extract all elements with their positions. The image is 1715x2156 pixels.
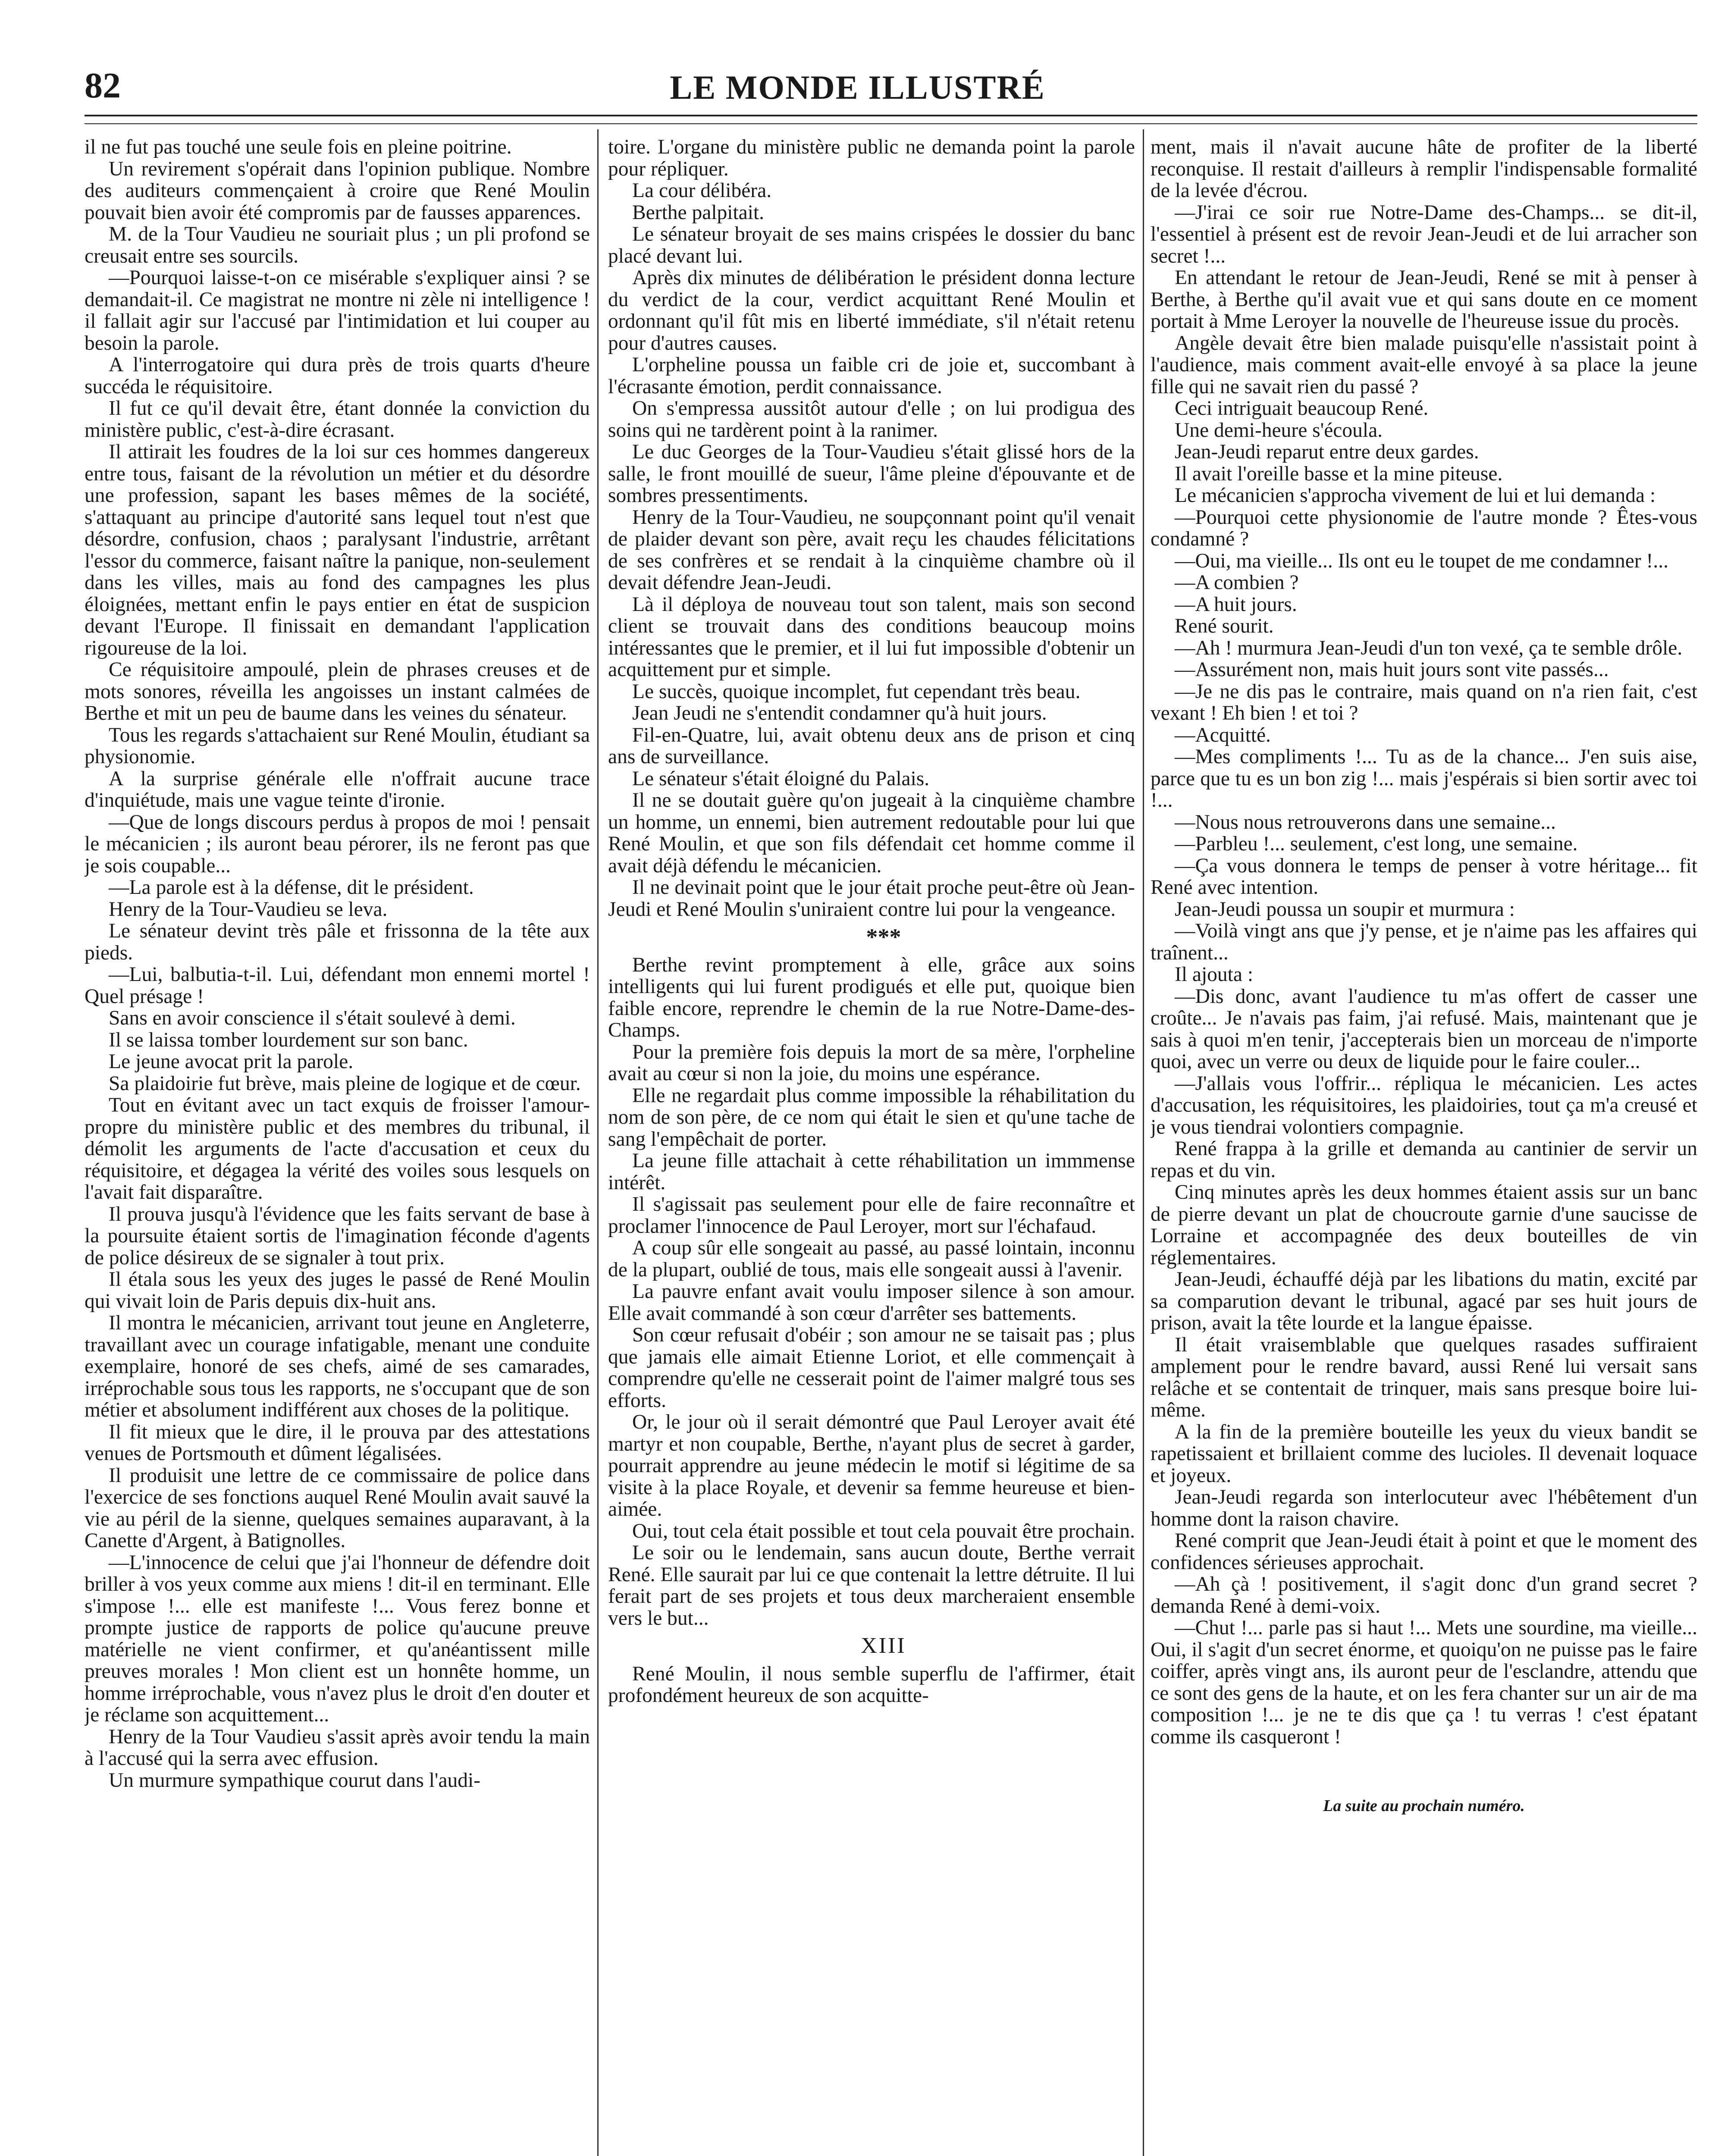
article-column-2 <box>608 136 1135 2156</box>
paragraph: Le soir ou le lendemain, sans aucun doute, Berthe verrait René. Elle saurait par lui ce que contenait la lettre détruite. Il lui ferait part de ses projets et tous deux marcheraient ensemble vers le but... <box>608 1542 1135 1630</box>
paragraph: Le sénateur broyait de ses mains crispées le dossier du banc placé devant lui. <box>608 223 1135 267</box>
paragraph: Henry de la Tour-Vaudieu se leva. <box>109 898 388 921</box>
paragraph: Il s'agissait pas seulement pour elle de faire reconnaître et proclamer l'innocence de Paul Leroyer, mort sur l'échafaud. <box>608 1193 1135 1238</box>
paragraph: —Pourquoi laisse-t-on ce misérable s'expliquer ainsi ? se demandait-il. Ce magistrat ne montre ni zèle ni intelligence ! il fallait agir sur l'accusé par l'intimidation et lui couper au besoin la parole. <box>85 266 590 354</box>
paragraph: Il ne devinait point que le jour était proche peut-être où Jean-Jeudi et René Moulin s'uniraient contre lui pour la vengeance. <box>608 876 1135 921</box>
paragraph: La jeune fille attachait à cette réhabilitation un immmense intérêt. <box>608 1150 1135 1194</box>
paragraph: il ne fut pas touché une seule fois en pleine poitrine. <box>85 136 512 158</box>
paragraph: René sourit. <box>1175 615 1274 637</box>
paragraph: —Mes compliments !... Tu as de la chance... J'en suis aise, parce que tu es un bon zig !... mais j'espérais si bien sortir avec toi !... <box>1151 746 1697 812</box>
paragraph: —La parole est à la défense, dit le président. <box>109 876 474 899</box>
paragraph: M. de la Tour Vaudieu ne souriait plus ; un pli profond se creusait entre ses sourcils. <box>85 223 590 267</box>
paragraph: Le sénateur devint très pâle et frissonna de la tête aux pieds. <box>85 920 590 964</box>
paragraph: Il prouva jusqu'à l'évidence que les faits servant de base à la poursuite étaient sortis de l'imagination féconde d'agents de police désireux de se signaler à tout prix. <box>85 1203 590 1269</box>
paragraph: Henry de la Tour Vaudieu s'assit après avoir tendu la main à l'accusé qui la serra avec effusion. <box>85 1725 590 1770</box>
paragraph: Le jeune avocat prit la parole. <box>109 1050 354 1073</box>
page-number: 82 <box>85 66 121 106</box>
paragraph: A la surprise générale elle n'offrait aucune trace d'inquiétude, mais une vague teinte d'ironie. <box>85 767 590 812</box>
paragraph: —Dis donc, avant l'audience tu m'as offert de casser une croûte... Je n'avais pas faim, j'ai refusé. Mais, maintenant que je sais à quoi m'en tenir, j'accepterais bien un morceau de n'importe quoi, avec un verre ou deux de liquide pour le faire couler... <box>1151 985 1697 1073</box>
paragraph: Le sénateur s'était éloigné du Palais. <box>632 767 930 790</box>
paragraph: Son cœur refusait d'obéir ; son amour ne se taisait pas ; plus que jamais elle aimait Etienne Loriot, et elle commençait à comprendre qu'elle ne cesserait point de l'aimer malgré tous ses efforts. <box>608 1324 1135 1412</box>
paragraph: toire. L'organe du ministère public ne demanda point la parole pour répliquer. <box>608 136 1135 180</box>
paragraph: Sans en avoir conscience il s'était soulevé à demi. <box>109 1007 516 1029</box>
paragraph: Il ajouta : <box>1175 963 1254 986</box>
paragraph: Ce réquisitoire ampoulé, plein de phrases creuses et de mots sonores, réveilla les angoisses un instant calmées de Berthe et mit un peu de baume dans les veines du sénateur. <box>85 658 590 724</box>
paragraph: Il était vraisemblable que quelques rasades suffiraient amplement pour le rendre bavard, aussi René lui versait sans relâche et se contentait de trinquer, mais sans presque boire lui-même. <box>1151 1333 1697 1421</box>
paragraph: Il se laissa tomber lourdement sur son banc. <box>109 1028 468 1051</box>
paragraph: —Oui, ma vieille... Ils ont eu le toupet de me condamner !... <box>1175 549 1668 572</box>
header-rule <box>85 115 1697 116</box>
masthead-title: LE MONDE ILLUSTRÉ <box>670 69 1045 106</box>
paragraph: —Ah ! murmura Jean-Jeudi d'un ton vexé, ça te semble drôle. <box>1175 636 1683 659</box>
paragraph: Il avait l'oreille basse et la mine piteuse. <box>1175 462 1503 485</box>
paragraph: —J'irai ce soir rue Notre-Dame des-Champs... se dit-il, l'essentiel à présent est de revoir Jean-Jeudi et de lui arracher son secret !... <box>1151 201 1697 267</box>
paragraph: Jean-Jeudi regarda son interlocuteur avec l'hébêtement d'un homme dont la raison chavire. <box>1151 1486 1697 1530</box>
paragraph: Oui, tout cela était possible et tout cela pouvait être prochain. <box>632 1520 1135 1542</box>
paragraph: Angèle devait être bien malade puisqu'elle n'assistait point à l'audience, mais comment avait-elle envoyé à sa place la jeune fille qui ne savait rien du passé ? <box>1151 332 1697 398</box>
paragraph: Il fut ce qu'il devait être, étant donnée la conviction du ministère public, c'est-à-dire écrasant. <box>85 397 590 442</box>
paragraph: Jean-Jeudi, échauffé déjà par les libations du matin, excité par sa comparution devant le tribunal, agacé par ses huit jours de prison, avait la tête lourde et la langue épaisse. <box>1151 1268 1697 1334</box>
paragraph: Après dix minutes de délibération le président donna lecture du verdict de la cour, verdict acquittant René Moulin et ordonnant qu'il fût mis en liberté immédiate, s'il n'était retenu pour d'autres causes. <box>608 266 1135 354</box>
paragraph: ment, mais il n'avait aucune hâte de profiter de la liberté reconquise. Il restait d'ailleurs à remplir l'indispensable formalité de la levée d'écrou. <box>1151 136 1697 202</box>
header-rule-thin <box>85 123 1697 124</box>
paragraph: Le succès, quoique incomplet, fut cependant très beau. <box>632 680 1081 703</box>
paragraph: Or, le jour où il serait démontré que Paul Leroyer avait été martyr et non coupable, Berthe, n'ayant plus de secret à garder, pourrait apprendre au jeune médecin le motif si légitime de sa visite à la place Royale, et devenir sa femme heureuse et bien-aimée. <box>608 1411 1135 1520</box>
paragraph: Jean Jeudi ne s'entendit condamner qu'à huit jours. <box>632 702 1047 724</box>
paragraph: L'orpheline poussa un faible cri de joie et, succombant à l'écrasante émotion, perdit connaissance. <box>608 354 1135 398</box>
paragraph: —Parbleu !... seulement, c'est long, une semaine. <box>1175 833 1578 855</box>
paragraph: René frappa à la grille et demanda au cantinier de servir un repas et du vin. <box>1151 1138 1697 1182</box>
paragraph: —Je ne dis pas le contraire, mais quand on n'a rien fait, c'est vexant ! Eh bien ! et toi ? <box>1151 680 1697 724</box>
paragraph: —Lui, balbutia-t-il. Lui, défendant mon ennemi mortel ! Quel présage ! <box>85 963 590 1008</box>
paragraph: Jean-Jeudi poussa un soupir et murmura : <box>1175 898 1515 921</box>
paragraph: Jean-Jeudi reparut entre deux gardes. <box>1175 441 1479 463</box>
paragraph: Le duc Georges de la Tour-Vaudieu s'était glissé hors de la salle, le front mouillé de sueur, l'âme pleine d'épouvante et de sombres pressentiments. <box>608 441 1135 507</box>
paragraph: Il montra le mécanicien, arrivant tout jeune en Angleterre, travaillant avec un courage infatigable, menant une conduite exemplaire, honoré de ses chefs, aimé de ses camarades, irréprochable sous tous les rapports, ne s'occupant que de son métier et absolument indifférent aux choses de la politique. <box>85 1312 590 1421</box>
paragraph: —A combien ? <box>1175 571 1299 594</box>
paragraph: Tout en évitant avec un tact exquis de froisser l'amour-propre du ministère public et des membres du tribunal, il démolit les arguments de l'acte d'accusation et ceux du réquisitoire, et dégagea la vérité des voiles sous lesquels on l'avait fait disparaître. <box>85 1094 590 1203</box>
article-column-3 <box>1151 136 1697 2156</box>
paragraph: Le mécanicien s'approcha vivement de lui et lui demanda : <box>1175 484 1656 507</box>
paragraph: —Que de longs discours perdus à propos de moi ! pensait le mécanicien ; ils auront beau pérorer, ils ne feront pas que je sois coupable... <box>85 811 590 877</box>
continued-note: La suite au prochain numéro. <box>1323 1797 1525 1815</box>
paragraph: Il étala sous les yeux des juges le passé de René Moulin qui vivait loin de Paris depuis dix-huit ans. <box>85 1268 590 1313</box>
paragraph: René Moulin, il nous semble superflu de l'affirmer, était profondément heureux de son acquitte- <box>608 1662 1135 1707</box>
paragraph: Un revirement s'opérait dans l'opinion publique. Nombre des auditeurs commençaient à croire que René Moulin pouvait bien avoir été compromis par de fausses apparences. <box>85 157 590 224</box>
paragraph: —J'allais vous l'offrir... répliqua le mécanicien. Les actes d'accusation, les réquisitoires, les plaidoiries, tout ça m'a creusé et je vous tiendrai volontiers compagnie. <box>1151 1072 1697 1138</box>
paragraph: Ceci intriguait beaucoup René. <box>1175 397 1429 420</box>
section-break-asterism: *** <box>866 924 901 950</box>
paragraph: —Voilà vingt ans que j'y pense, et je n'aime pas les affaires qui traînent... <box>1151 920 1697 964</box>
paragraph: —Assurément non, mais huit jours sont vite passés... <box>1175 658 1609 681</box>
paragraph: Une demi-heure s'écoula. <box>1175 419 1383 442</box>
paragraph: La cour délibéra. <box>632 179 772 202</box>
paragraph: —Nous nous retrouverons dans une semaine... <box>1175 811 1556 834</box>
paragraph: —Ça vous donnera le temps de penser à votre héritage... fit René avec intention. <box>1151 854 1697 899</box>
paragraph: —Acquitté. <box>1175 724 1271 746</box>
column-divider-left <box>597 129 599 2156</box>
paragraph: Cinq minutes après les deux hommes étaient assis sur un banc de pierre devant un plat de choucroute garnie d'une saucisse de Lorraine et accompagnée des deux bouteilles de vin réglementaires. <box>1151 1181 1697 1269</box>
paragraph: Sa plaidoirie fut brève, mais pleine de logique et de cœur. <box>109 1072 581 1095</box>
paragraph: Il attirait les foudres de la loi sur ces hommes dangereux entre tous, faisant de la révolution un métier et du désordre une profession, sapant les bases mêmes de la société, s'attaquant au principe d'autorité sans lequel tout n'est que désordre, confusion, chaos ; paralysant l'industrie, arrêtant l'essor du commerce, faisant naître la panique, non-seulement dans les villes, mais au fond des campagnes les plus éloignées, mettant enfin le pays entier en état de suspicion devant l'Europe. Il finissait en demandant l'application rigoureuse de la loi. <box>85 441 590 659</box>
paragraph: Il produisit une lettre de ce commissaire de police dans l'exercice de ses fonctions auquel René Moulin avait sauvé la vie au péril de la sienne, quelques semaines auparavant, à la Canette d'Argent, à Batignolles. <box>85 1464 590 1552</box>
paragraph: Il ne se doutait guère qu'on jugeait à la cinquième chambre un homme, un ennemi, bien autrement redoutable pour lui que René Moulin, et que son fils défendait cet homme comme il avait déjà défendu le mécanicien. <box>608 789 1135 877</box>
paragraph: René comprit que Jean-Jeudi était à point et que le moment des confidences sérieuses approchait. <box>1151 1529 1697 1574</box>
paragraph: A la fin de la première bouteille les yeux du vieux bandit se rapetissaient et brillaient comme des lucioles. Il devenait loquace et joyeux. <box>1151 1420 1697 1487</box>
paragraph: Il fit mieux que le dire, il le prouva par des attestations venues de Portsmouth et dûment légalisées. <box>85 1420 590 1465</box>
paragraph: —L'innocence de celui que j'ai l'honneur de défendre doit briller à vos yeux comme aux miens ! dit-il en terminant. Elle s'impose !... elle est manifeste !... Vous ferez bonne et prompte justice de rapports de police qu'aucune preuve matérielle ne vient confirmer, et qu'anéantissent mille preuves morales ! Mon client est un honnête homme, un homme irréprochable, vous n'avez plus le droit d'en douter et je réclame son acquittement... <box>85 1551 590 1726</box>
paragraph: On s'empressa aussitôt autour d'elle ; on lui prodigua des soins qui ne tardèrent point à la ranimer. <box>608 397 1135 442</box>
column-divider-right <box>1143 129 1144 2156</box>
paragraph: Un murmure sympathique courut dans l'audi- <box>109 1769 481 1792</box>
paragraph: Berthe palpitait. <box>632 201 765 224</box>
chapter-number: XIII <box>861 1633 906 1658</box>
paragraph: Tous les regards s'attachaient sur René Moulin, étudiant sa physionomie. <box>85 724 590 768</box>
paragraph: —A huit jours. <box>1175 593 1297 616</box>
paragraph: Fil-en-Quatre, lui, avait obtenu deux ans de prison et cinq ans de surveillance. <box>608 724 1135 768</box>
paragraph: —Pourquoi cette physionomie de l'autre monde ? Êtes-vous condamné ? <box>1151 506 1697 550</box>
paragraph: —Ah çà ! positivement, il s'agit donc d'un grand secret ? demanda René à demi-voix. <box>1151 1573 1697 1617</box>
article-column-1 <box>85 136 590 2156</box>
paragraph: La pauvre enfant avait voulu imposer silence à son amour. Elle avait commandé à son cœur d'arrêter ses battements. <box>608 1280 1135 1325</box>
paragraph: —Chut !... parle pas si haut !... Mets une sourdine, ma vieille... Oui, il s'agit d'un secret énorme, et quoiqu'on ne puisse pas le faire coiffer, après vingt ans, ils auront peur de l'esclandre, attendu que ce sont des gens de la haute, et on les fera chanter sur un air de ma composition !... je ne te dis que ça ! tu verras ! c'est épatant comme ils casqueront ! <box>1151 1617 1697 1748</box>
paragraph: Là il déploya de nouveau tout son talent, mais son second client se trouvait dans des conditions beaucoup moins intéressantes que le premier, et il lui fut impossible d'obtenir un acquittement pur et simple. <box>608 593 1135 681</box>
paragraph: Elle ne regardait plus comme impossible la réhabilitation du nom de son père, de ce nom qui était le sien et qu'une tache de sang l'empêchait de porter. <box>608 1084 1135 1150</box>
paragraph: A l'interrogatoire qui dura près de trois quarts d'heure succéda le réquisitoire. <box>85 354 590 398</box>
paragraph: Henry de la Tour-Vaudieu, ne soupçonnant point qu'il venait de plaider devant son père, avait reçu les chaudes félicitations de ses confrères et se rendait à la cinquième chambre où il devait défendre Jean-Jeudi. <box>608 506 1135 594</box>
paragraph: Berthe revint promptement à elle, grâce aux soins intelligents qui lui furent prodigués et elle put, quoique bien faible encore, reprendre le chemin de la rue Notre-Dame-des-Champs. <box>608 953 1135 1041</box>
paragraph: A coup sûr elle songeait au passé, au passé lointain, inconnu de la plupart, oublié de tous, mais elle songeait aussi à l'avenir. <box>608 1237 1135 1281</box>
paragraph: Pour la première fois depuis la mort de sa mère, l'orpheline avait au cœur si non la joie, du moins une espérance. <box>608 1040 1135 1085</box>
paragraph: En attendant le retour de Jean-Jeudi, René se mit à penser à Berthe, à Berthe qu'il avait vue et qui sans doute en ce moment portait à Mme Leroyer la nouvelle de l'heureuse issue du procès. <box>1151 266 1697 332</box>
